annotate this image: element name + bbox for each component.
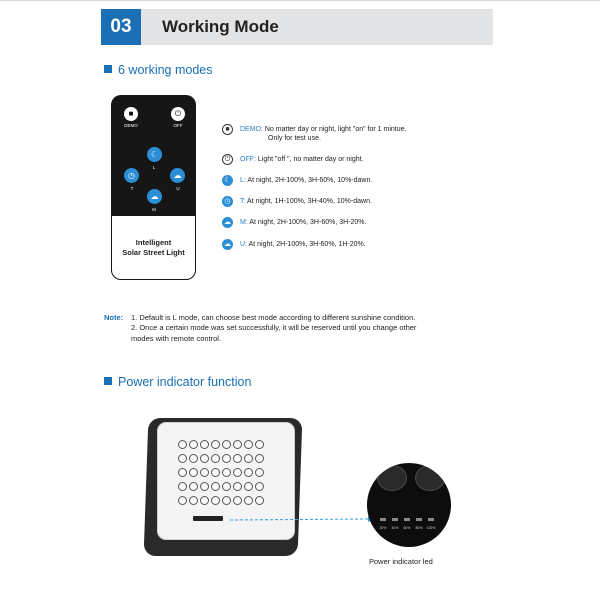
led-label: 100% [426, 526, 436, 530]
mode-name: L: [240, 177, 246, 184]
led-label: 20% [379, 526, 387, 530]
page-title: Working Mode [162, 17, 279, 36]
m-button-label: M [152, 207, 156, 212]
mode-description: At night, 2H-100%, 3H-60%, 1H-20%. [248, 241, 366, 248]
indicator-led-icon [380, 518, 386, 521]
moon-icon: ☾ [222, 175, 233, 186]
indicator-led-icon [404, 518, 410, 521]
power-icon: ⏻ [222, 154, 233, 165]
mode-name: U: [240, 241, 247, 248]
off-button-label: OFF [173, 123, 183, 128]
note-line-3: modes with remote control. [131, 334, 222, 343]
led-label: 80% [415, 526, 423, 530]
section-number: 03 [101, 9, 141, 45]
l-button-label: L [152, 165, 156, 170]
led-label: 40% [391, 526, 399, 530]
demo-button-label: DEMO [124, 123, 138, 128]
mode-description: No matter day or night, light "on" for 1 mintue. [264, 126, 407, 133]
moon-cloud-icon: ☁ [224, 219, 231, 226]
mode-description-line2: Only for test use. [268, 135, 321, 142]
knob-icon [415, 465, 445, 491]
mode-name: DEMO: [240, 126, 263, 133]
indicator-led-icon [428, 518, 434, 521]
led-label: 60% [403, 526, 411, 530]
indicator-led-icon [392, 518, 398, 521]
moon-icon: ☾ [147, 147, 162, 162]
power-icon: ⏻ [171, 107, 185, 121]
indicator-zoom-view [367, 463, 451, 547]
clock-icon: ◷ [222, 196, 233, 207]
mode-description: At night, 2H-100%, 3H-60%, 10%-dawn. [247, 177, 373, 184]
power-indicator-caption: Power indicator led [369, 557, 433, 566]
indicator-led-icon [416, 518, 422, 521]
mode-name: OFF: [240, 156, 256, 163]
mode-name: M: [240, 219, 248, 226]
remote-title-line2: Solar Street Light [122, 247, 185, 257]
note-line-1: 1. Default is L mode, can choose best mode according to different sunshine condition. [131, 313, 416, 322]
working-modes-heading-text: 6 working modes [118, 63, 213, 77]
clock-icon: ◷ [124, 168, 139, 183]
mode-description: Light "off ", no matter day or night. [257, 156, 364, 163]
mode-name: T: [240, 198, 246, 205]
mode-description: At night, 1H-100%, 3H-40%, 10%-dawn. [247, 198, 372, 205]
projector-icon: ■ [222, 124, 233, 135]
callout-dashed-line [230, 519, 368, 520]
t-button-label: T [130, 186, 134, 191]
remote-title-line1: Intelligent [135, 237, 172, 247]
note-label: Note: [104, 313, 124, 322]
cloud-moon-icon: ☁ [170, 168, 185, 183]
cloud-moon-icon: ☁ [224, 241, 231, 248]
power-indicator-heading-text: Power indicator function [118, 375, 252, 389]
knob-icon [377, 465, 407, 491]
note-line-2: 2. Once a certain mode was set successfully, it will be reserved until you change other [131, 323, 417, 332]
mode-description: At night, 2H-100%, 3H-60%, 3H-20%. [249, 219, 367, 226]
moon-cloud-icon: ☁ [147, 189, 162, 204]
projector-icon: ■ [124, 107, 138, 121]
u-button-label: U [176, 186, 180, 191]
